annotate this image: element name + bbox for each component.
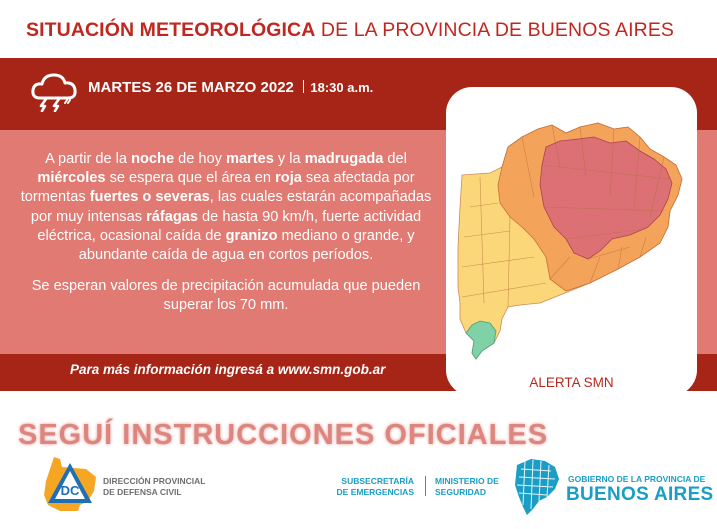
defensa-civil-name	[103, 476, 205, 497]
message-text: se espera que el área en	[105, 170, 276, 187]
footer-divider	[425, 476, 426, 496]
official-instructions-banner: SEGUÍ INSTRUCCIONES OFICIALES	[18, 419, 549, 451]
message-text: mediano o grande, y abundante caída de agua en cortos períodos.	[78, 227, 415, 264]
page-title-bold: SITUACIÓN METEOROLÓGICA	[26, 19, 316, 41]
message-emphasis: martes	[226, 151, 274, 167]
buenos-aires-province-icon	[511, 455, 561, 517]
min-seg-line1: MINISTERIO DE	[435, 476, 499, 486]
message-text: A partir de la	[45, 151, 132, 167]
message-text: y la	[273, 151, 305, 167]
message-text: del	[383, 151, 407, 167]
gba-header-line: GOBIERNO DE LA PROVINCIA DE	[568, 474, 706, 484]
alert-message	[18, 150, 434, 316]
map-zone-green	[466, 321, 496, 359]
dc-name-line2: DE DEFENSA CIVIL	[103, 486, 182, 497]
buenos-aires-alert-map	[450, 107, 692, 369]
message-text: de hasta 90 km/h, fuerte actividad eléctrica, ocasional caída de	[37, 208, 422, 244]
date-row	[88, 79, 373, 96]
report-date: MARTES 26 DE MARZO 2022	[88, 79, 294, 96]
alert-map-label: ALERTA SMN	[529, 375, 614, 390]
message-emphasis: madrugada	[304, 151, 384, 167]
message-text: de hoy	[174, 151, 226, 167]
dc-name-line1: DIRECCIÓN PROVINCIAL	[103, 476, 206, 486]
report-time: 18:30 a.m.	[310, 80, 374, 95]
message-emphasis: ráfagas	[146, 208, 198, 225]
message-emphasis: miércoles	[37, 170, 106, 187]
page-title	[26, 19, 674, 42]
message-emphasis: granizo	[225, 227, 278, 244]
message-emphasis: noche	[131, 151, 175, 167]
date-divider	[303, 80, 305, 93]
message-emphasis: fuertes o severas	[89, 189, 210, 206]
defensa-civil-logo	[40, 455, 100, 513]
page-title-rest: DE LA PROVINCIA DE BUENOS AIRES	[315, 19, 675, 41]
more-info-text: Para más información ingresá a www.smn.gob.ar	[70, 362, 386, 377]
message-emphasis: roja	[275, 170, 302, 187]
sub-em-line2: DE EMERGENCIAS	[336, 486, 414, 497]
min-seg-line2: SEGURIDAD	[435, 486, 487, 497]
dc-initials: DC	[60, 483, 80, 498]
message-paragraph-1	[21, 151, 432, 263]
sub-em-line1: SUBSECRETARÍA	[341, 476, 414, 486]
message-paragraph-2: Se esperan valores de precipitación acumulada que pueden superar los 70 mm.	[31, 278, 421, 314]
storm-cloud-lightning-icon	[30, 68, 78, 112]
message-text: sea afectada por tormentas	[20, 170, 415, 206]
alert-map-card	[446, 87, 697, 396]
ministerio-seguridad	[435, 476, 499, 497]
subsecretaria-emergencias	[332, 476, 414, 497]
gba-province-name: BUENOS AIRES	[566, 484, 714, 505]
header	[0, 0, 717, 58]
message-text: , las cuales estarán acompañadas por muy intensas	[30, 189, 432, 225]
